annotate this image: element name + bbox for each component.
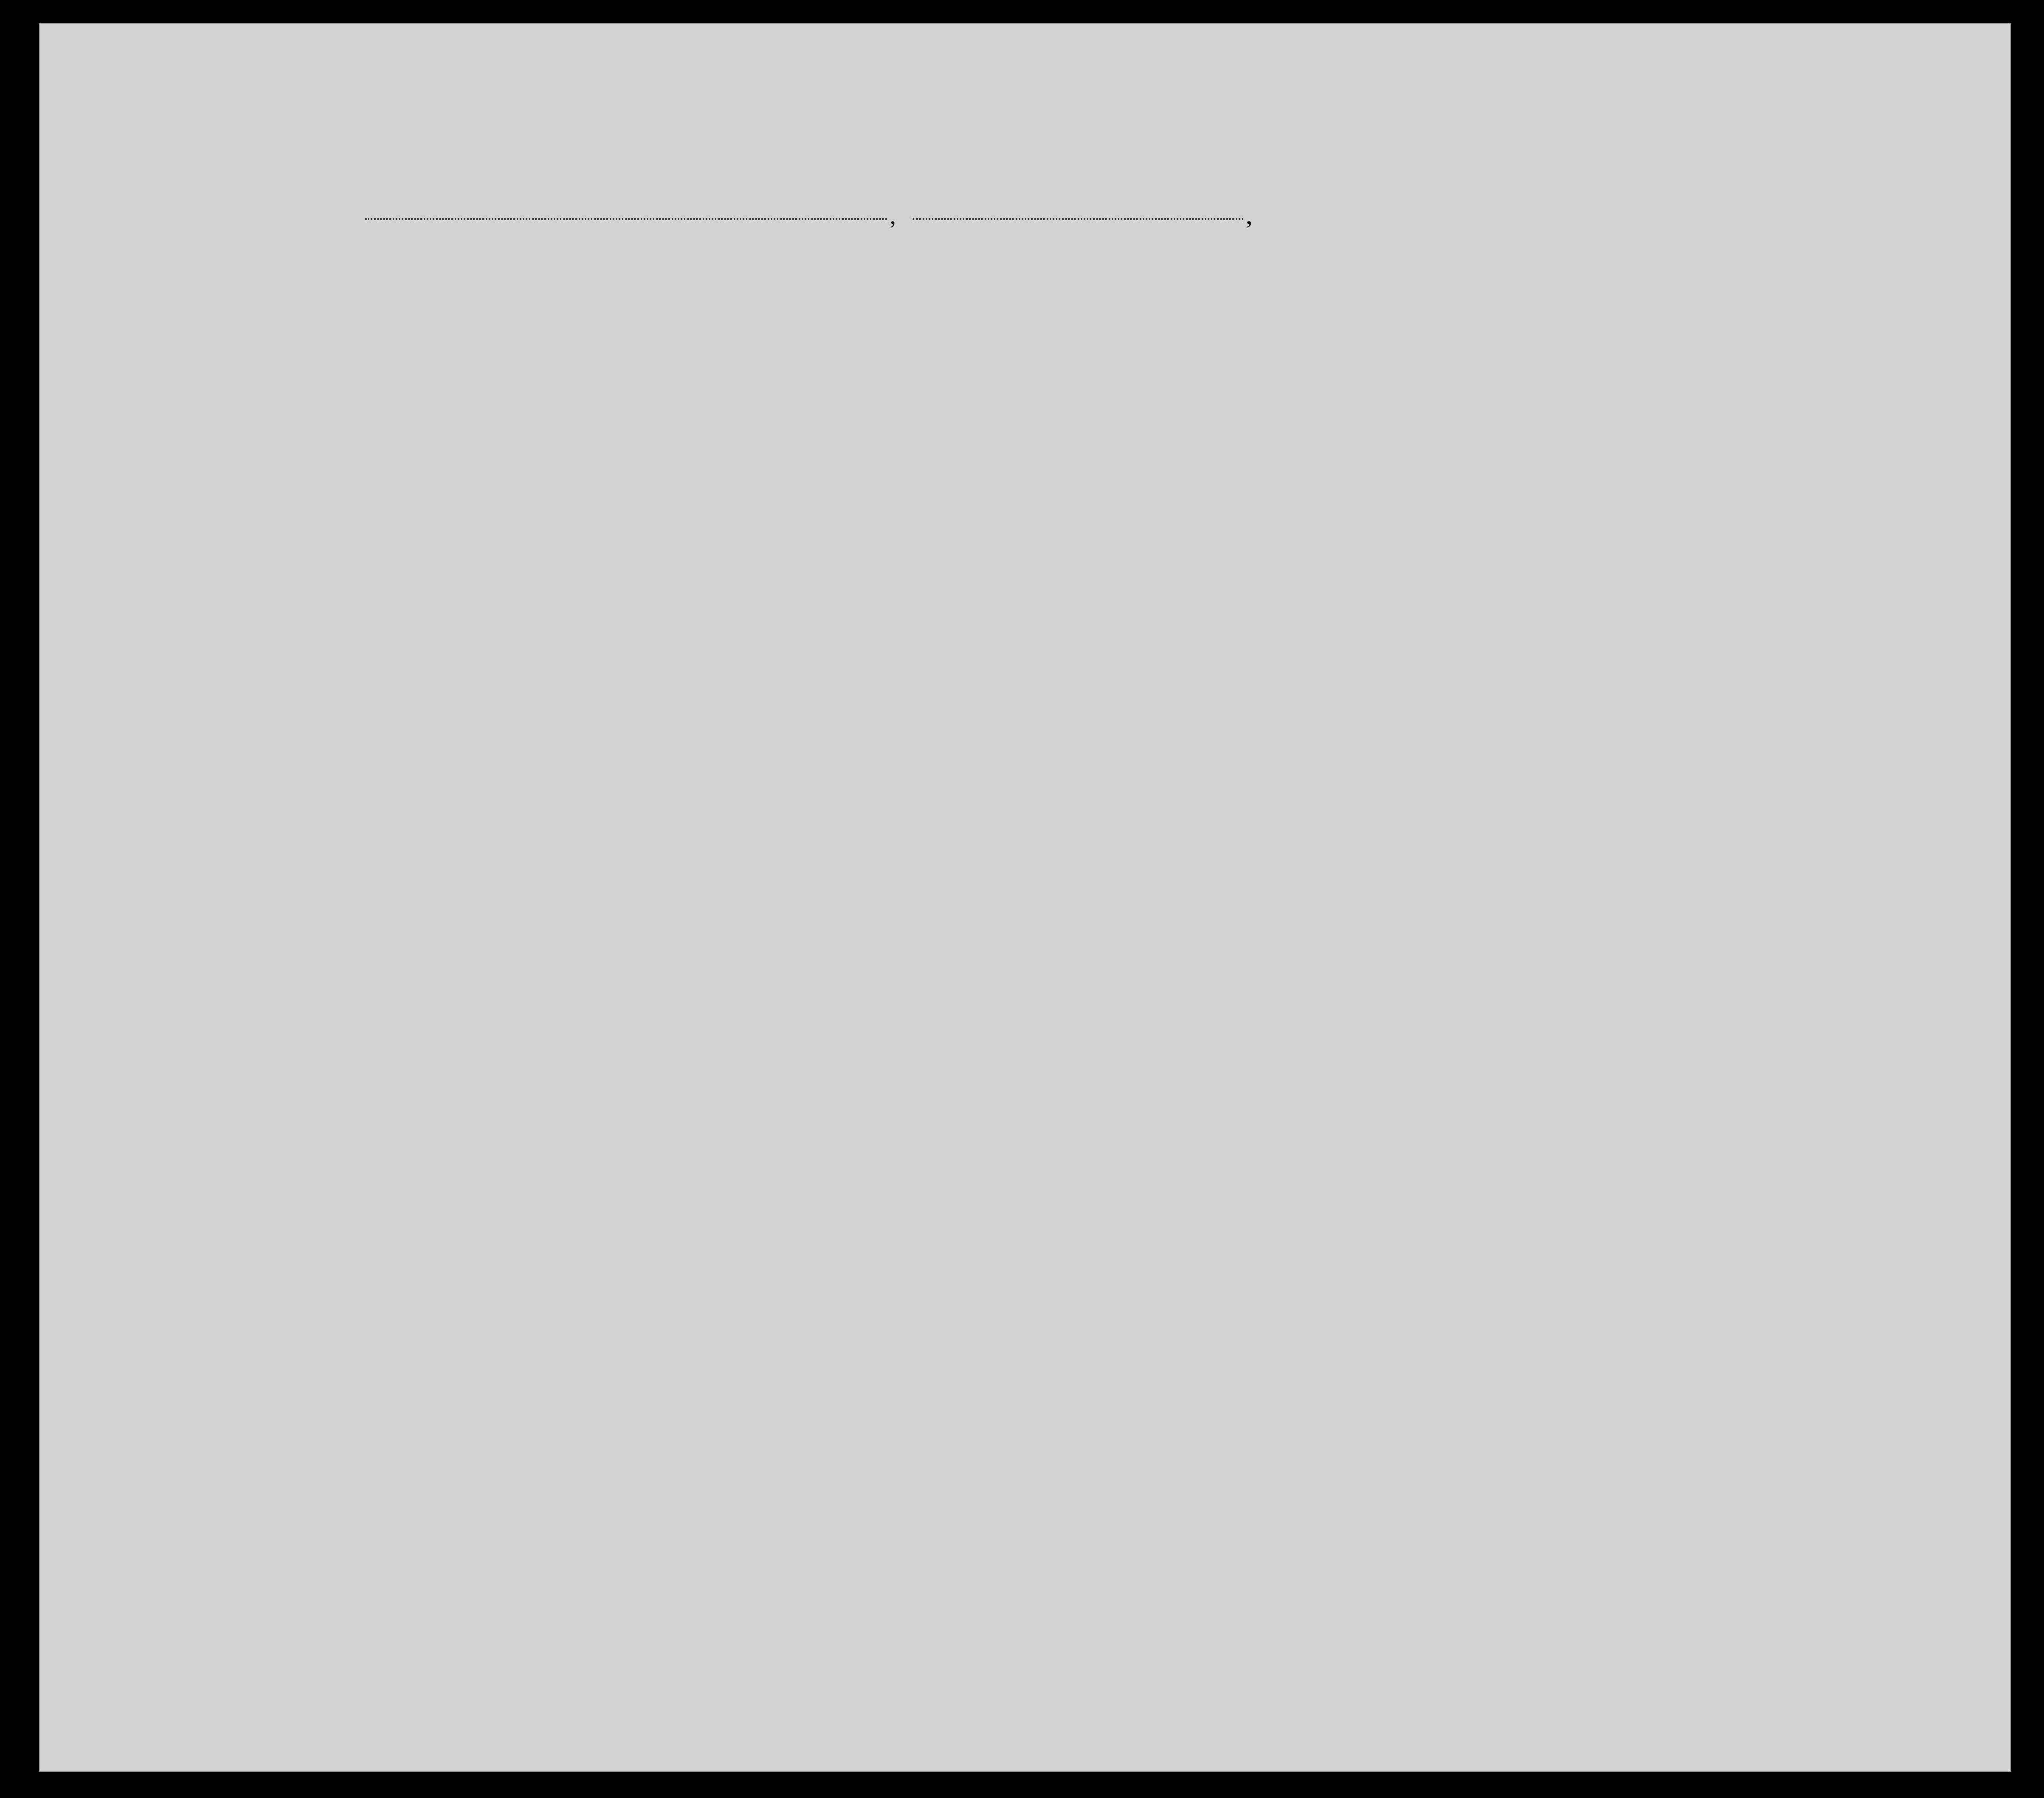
hdr-ticket xyxy=(600,283,626,422)
hdr-purpose-a xyxy=(1143,298,1174,422)
hdr-anarchist xyxy=(1392,283,1407,422)
form-grid xyxy=(40,24,2010,1771)
hdr-inches xyxy=(1729,381,1744,422)
hdr-feet xyxy=(1704,386,1720,422)
hdr-q30 xyxy=(1527,283,1548,422)
hdr-purpose-c xyxy=(1259,298,1290,422)
hdr-q29 xyxy=(1473,283,1515,422)
hdr-polygamist xyxy=(1362,283,1378,422)
manifest-sheet: , , xyxy=(39,23,2011,1772)
hdr-purpose-b xyxy=(1197,298,1228,422)
hdr-possession xyxy=(722,283,747,422)
hdr-q28 xyxy=(1414,283,1473,422)
hdr-prison xyxy=(1308,283,1340,422)
